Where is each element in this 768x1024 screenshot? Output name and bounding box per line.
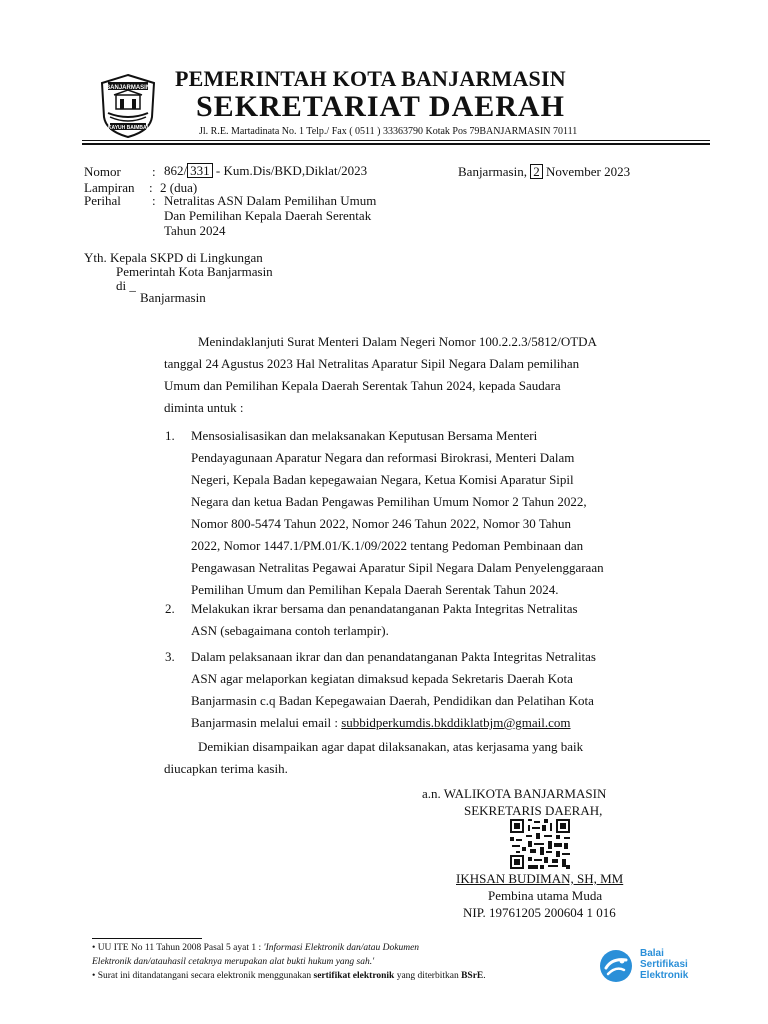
recipient-line-1: Yth. Kepala SKPD di Lingkungan xyxy=(84,250,263,265)
office-address: Jl. R.E. Martadinata No. 1 Telp./ Fax ( 0511 ) 33363790 Kotak Pos 79BANJARMASIN 70111 xyxy=(199,126,578,137)
footer-rule xyxy=(92,938,202,939)
footer-legal-line-1: • UU ITE No 11 Tahun 2008 Pasal 5 ayat 1 : 'Informasi Elektronik dan/atau Dokumen xyxy=(92,943,420,953)
signature-qr-code xyxy=(510,819,570,869)
svg-text:KAYUH BAIMBAI: KAYUH BAIMBAI xyxy=(107,125,149,131)
recipient-line-2: Pemerintah Kota Banjarmasin xyxy=(116,264,273,279)
subject-line-3: Tahun 2024 xyxy=(164,223,226,238)
lampiran-separator: : xyxy=(149,180,153,195)
header-rule-thick xyxy=(82,143,710,145)
letter-number: 862/ 331 - Kum.Dis/BKD,Diklat/2023 xyxy=(164,163,368,178)
signatory-name: IKHSAN BUDIMAN, SH, MM xyxy=(456,871,624,886)
subject-line-1: Netralitas ASN Dalam Pemilihan Umum xyxy=(164,193,377,208)
closing-paragraph: Demikian disampaikan agar dapat dilaksanakan, atas kerjasama yang baik diucapkan terima kasih. xyxy=(164,739,584,776)
report-email-link[interactable]: subbidperkumdis.bkddiklatbjm@gmail.com xyxy=(341,715,571,730)
footer-esign-note: • Surat ini ditandatangani secara elektronik menggunakan sertifikat elektronik yang diterbitkan BSrE. xyxy=(92,971,486,981)
perihal-label: Perihal xyxy=(84,193,121,208)
nomor-label: Nomor xyxy=(84,164,121,179)
list-item: 2. Melakukan ikrar bersama dan penandatanganan Pakta Integritas Netralitas ASN (sebagaimana contoh terlampir). xyxy=(165,601,578,638)
letter-date: Banjarmasin, 2 November 2023 xyxy=(458,164,631,179)
signatory-rank: Pembina utama Muda xyxy=(488,888,603,903)
signature-on-behalf: a.n. WALIKOTA BANJARMASIN xyxy=(422,786,607,801)
bsre-logo: Balai Sertifikasi Elektronik xyxy=(598,948,706,984)
recipient-line-4: Banjarmasin xyxy=(140,290,206,305)
header-rule-thin xyxy=(82,140,710,141)
nomor-separator: : xyxy=(152,164,156,179)
svg-text:BANJARMASIN: BANJARMASIN xyxy=(105,85,151,91)
signatory-nip: NIP. 19761205 200604 1 016 xyxy=(463,905,616,920)
intro-paragraph: Menindaklanjuti Surat Menteri Dalam Negeri Nomor 100.2.2.3/5812/OTDA tanggal 24 Agustus 2023 Hal Netralitas Aparatur Sipil Negara Dalam pemilihan Umum dan Pemilihan Kepala Daerah Serentak Tahun 2024, kepada Saudara diminta untuk : xyxy=(164,334,597,415)
government-name: PEMERINTAH KOTA BANJARMASIN xyxy=(175,66,566,91)
list-item: 3. Dalam pelaksanaan ikrar dan dan penandatanganan Pakta Integritas Netralitas ASN agar melaporkan kegiatan dimaksud kepada Sekretaris Daerah Kota Banjarmasin c.q Badan Kepegawaian Daerah, Pendidikan dan Pelatihan Kota Banjarmasin melalui email : subbidperkumdis.bkddiklatbjm@gmail.com xyxy=(165,649,596,730)
recipient-line-3: di _ xyxy=(116,278,136,293)
signature-position: SEKRETARIS DAERAH, xyxy=(464,803,603,818)
letter-number-box: 331 xyxy=(187,163,213,178)
office-name: SEKRETARIAT DAERAH xyxy=(196,90,565,123)
perihal-separator: : xyxy=(152,193,156,208)
date-box: 2 xyxy=(530,164,543,179)
list-item: 1. Mensosialisasikan dan melaksanakan Keputusan Bersama Menteri Pendayagunaan Aparatur Negara dan reformasi Birokrasi, Menteri Dalam Negeri, Kepala Badan kepegawaian Negara, Ketua Komisi Aparatur Sipil Negara dan ketua Badan Pengawas Pemilihan Umum Nomor 2 Tahun 2022, Nomor 800-5474 Tahun 2022, Nomor 246 Tahun 2022, Nomor 30 Tahun 2022, Nomor 1447.1/PM.01/K.1/09/2022 tentang Pedoman Pembinaan dan Pengawasan Netralitas Pegawai Aparatur Sipil Negara Dalam Penyelenggaraan Pemilihan Umum dan Pemilihan Kepala Daerah Serentak Tahun 2024. xyxy=(165,428,604,597)
lampiran-value: 2 (dua) xyxy=(160,180,198,195)
subject-line-2: Dan Pemilihan Kepala Daerah Serentak xyxy=(164,208,372,223)
footer-legal-line-2: Elektronik dan/atauhasil cetaknya merupakan alat bukti hukum yang sah.' xyxy=(92,957,375,967)
lampiran-label: Lampiran xyxy=(84,180,135,195)
city-logo xyxy=(100,73,156,139)
